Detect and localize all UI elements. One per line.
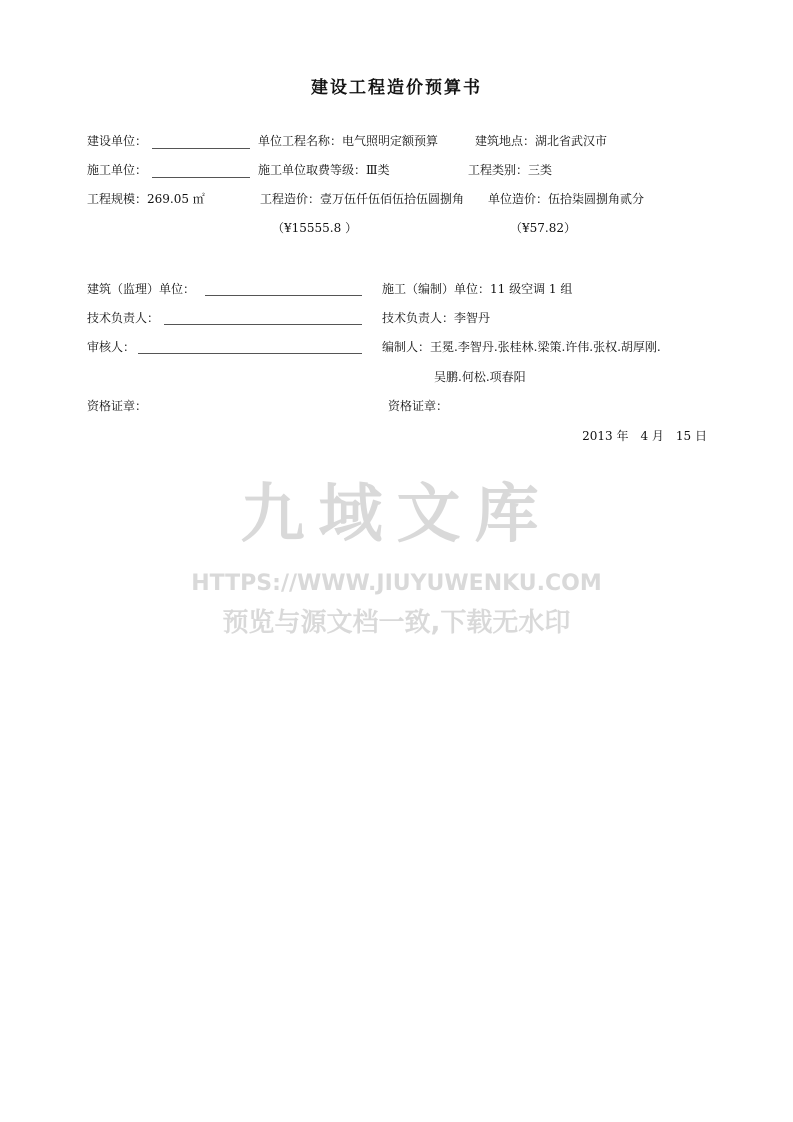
watermark-slogan: 预览与源文档一致,下载无水印 <box>222 608 571 638</box>
project-cost: 工程造价：壹万伍仟伍佰伍拾伍圆捌角 <box>260 192 465 206</box>
unit-cost: 单位造价：伍拾柒圆捌角贰分 <box>488 192 645 206</box>
watermark-brand: 九域文库 <box>240 478 553 552</box>
supervise-unit-label: 建筑（监理）单位： <box>87 282 196 296</box>
tech-lead-left-label: 技术负责人： <box>87 311 160 325</box>
compilers-line-2: 吴鹏.何松.项春阳 <box>434 370 526 384</box>
document-title: 建设工程造价预算书 <box>311 78 482 98</box>
project-scale: 工程规模：269.05 ㎡ <box>87 192 205 206</box>
project-name: 单位工程名称：电气照明定额预算 <box>258 134 439 148</box>
compile-unit: 施工（编制）单位：11 级空调 1 组 <box>382 282 573 296</box>
supervise-unit-blank <box>205 295 362 296</box>
project-cost-number: （¥15555.8 ） <box>272 221 358 235</box>
tech-lead-right: 技术负责人：李智丹 <box>382 311 491 325</box>
build-unit-label: 建设单位： <box>87 134 148 148</box>
project-category: 工程类别：三类 <box>468 163 553 177</box>
cert-left: 资格证章： <box>87 399 148 413</box>
compilers-line-1: 编制人：王冕.李智丹.张桂林.梁策.许伟.张权.胡厚刚. <box>382 340 661 354</box>
reviewer-label: 审核人： <box>87 340 136 354</box>
construct-unit-label: 施工单位： <box>87 163 148 177</box>
tech-lead-blank <box>164 324 362 325</box>
reviewer-blank <box>138 353 362 354</box>
construct-unit-blank <box>152 177 250 178</box>
location: 建筑地点：湖北省武汉市 <box>475 134 608 148</box>
date: 2013 年 4 月 15 日 <box>582 429 707 443</box>
fee-grade: 施工单位取费等级：Ⅲ类 <box>258 163 390 177</box>
cert-right: 资格证章： <box>388 399 449 413</box>
watermark-url: HTTPS://WWW.JIUYUWENKU.COM <box>191 571 602 596</box>
build-unit-blank <box>152 148 250 149</box>
unit-cost-number: （¥57.82） <box>510 221 576 235</box>
